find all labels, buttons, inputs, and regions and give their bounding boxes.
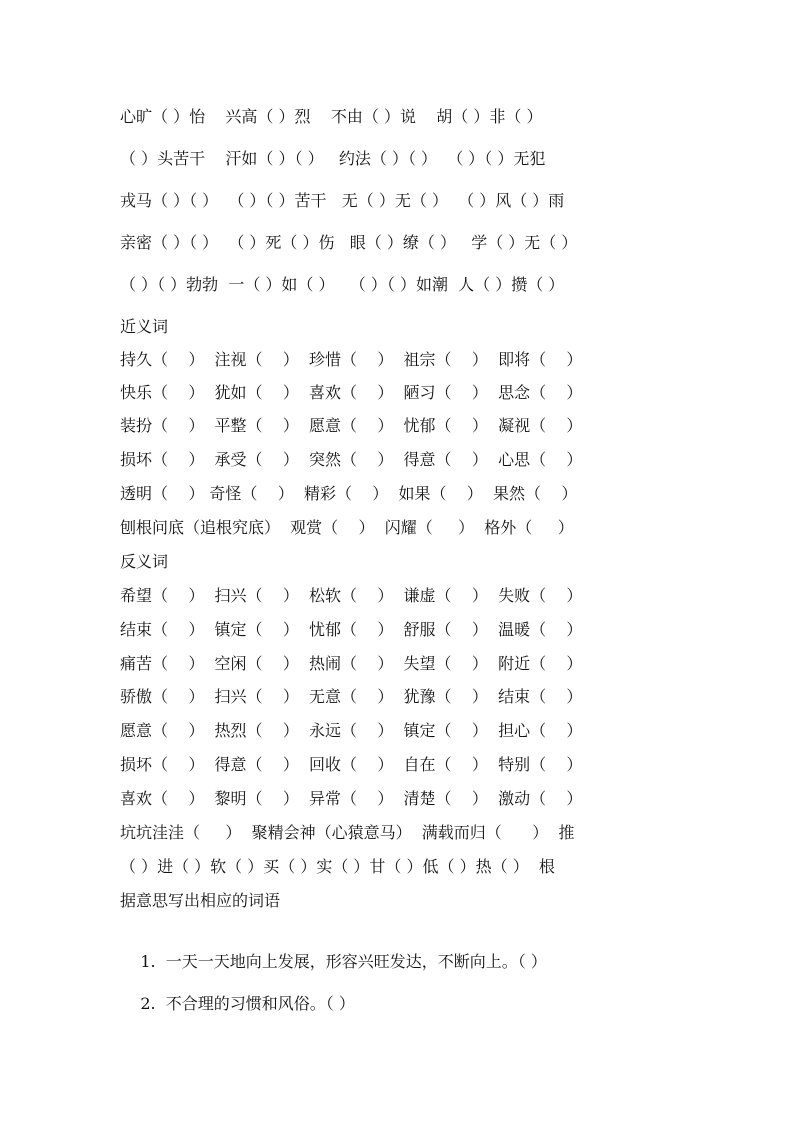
meanings-heading: 据意思写出相应的词语	[120, 891, 281, 910]
synonyms-heading: 近义词	[120, 317, 169, 336]
antonym-line: 愿意（ ） 热烈（ ） 永远（ ） 镇定（ ） 担心（ ）	[120, 721, 583, 740]
antonym-line: 骄傲（ ） 扫兴（ ） 无意（ ） 犹豫（ ） 结束（ ）	[120, 687, 583, 706]
item-text: 不合理的习惯和风俗。（ ）	[165, 994, 355, 1013]
meaning-item	[120, 974, 355, 1034]
synonym-line: 持久（ ） 注视（ ） 珍惜（ ） 祖宗（ ） 即将（ ）	[120, 350, 583, 369]
antonym-line: 结束（ ） 镇定（ ） 忧郁（ ） 舒服（ ） 温暖（ ）	[120, 620, 583, 639]
idiom-line: （ ）头苦干 汗如（ ）（ ） 约法（ ）（ ） （ ）（ ）无犯	[120, 149, 546, 168]
synonym-line: 损坏（ ） 承受（ ） 突然（ ） 得意（ ） 心思（ ）	[120, 450, 583, 469]
idiom-line: 戎马（ ）（ ） （ ）（ ）苦干 无（ ）无（ ） （ ）风（ ）雨	[120, 191, 565, 210]
antonym-line: 坑坑洼洼（ ） 聚精会神（心猿意马） 满载而归（ ） 推	[120, 823, 575, 842]
idiom-line: 亲密（ ）（ ） （ ）死（ ）伤 眼（ ）缭（ ） 学（ ）无（ ）	[120, 233, 578, 252]
antonym-line: 希望（ ） 扫兴（ ） 松软（ ） 谦虚（ ） 失败（ ）	[120, 586, 583, 605]
synonym-line: 刨根问底（追根究底） 观赏（ ） 闪耀（ ） 格外（ ）	[120, 518, 574, 537]
synonym-line: 快乐（ ） 犹如（ ） 喜欢（ ） 陋习（ ） 思念（ ）	[120, 383, 583, 402]
idiom-line: 心旷（ ）怡 兴高（ ）烈 不由（ ）说 胡（ ）非（ ）	[120, 107, 543, 126]
synonym-line: 透明（ ） 奇怪（ ） 精彩（ ） 如果（ ） 果然（ ）	[120, 484, 578, 503]
antonyms-heading: 反义词	[120, 552, 169, 571]
antonym-line: 损坏（ ） 得意（ ） 回收（ ） 自在（ ） 特别（ ）	[120, 755, 583, 774]
antonym-line: 痛苦（ ） 空闲（ ） 热闹（ ） 失望（ ） 附近（ ）	[120, 654, 583, 673]
synonym-line: 装扮（ ） 平整（ ） 愿意（ ） 忧郁（ ） 凝视（ ）	[120, 416, 583, 435]
antonym-line: 喜欢（ ） 黎明（ ） 异常（ ） 清楚（ ） 激动（ ）	[120, 789, 583, 808]
antonym-line: （ ）进（ ）软（ ）买（ ）实（ ）甘（ ）低（ ）热（ ） 根	[120, 857, 555, 876]
idiom-line: （ ）（ ）勃勃 一（ ）如（ ） （ ）（ ）如潮 人（ ）攒（ ）	[120, 275, 565, 294]
item-number: 1.	[140, 952, 156, 971]
item-number: 2.	[140, 994, 156, 1013]
item-text: 一天一天地向上发展，形容兴旺发达，不断向上。（ ）	[165, 952, 547, 971]
